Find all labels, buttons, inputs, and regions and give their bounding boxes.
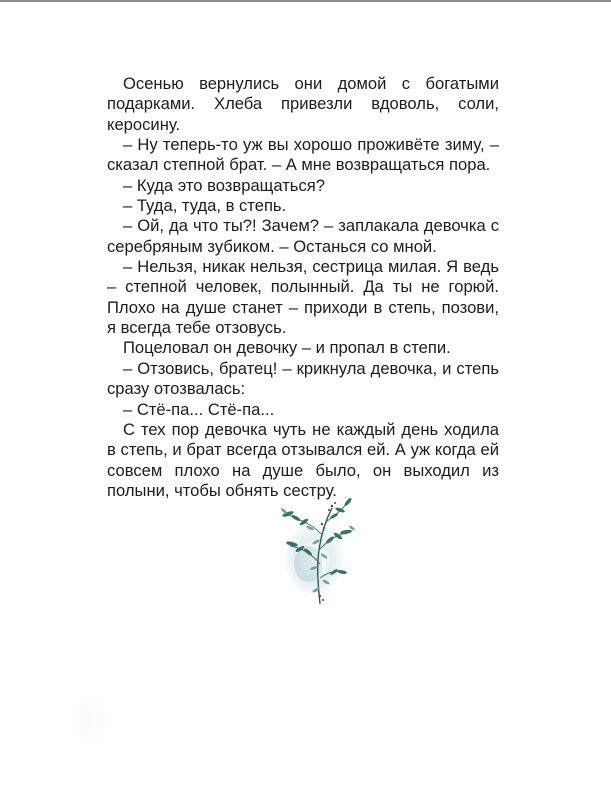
paragraph: – Стё-па... Стё-па... bbox=[123, 399, 275, 419]
story-text bbox=[107, 74, 499, 501]
paragraph: – Нельзя, никак нельзя, сестрица милая. Я ведь – степной человек, полынный. Да ты не горюй. Плохо на душе станет – приходи в степь, позови, я всегда тебе отзовусь. bbox=[107, 257, 499, 338]
paragraph: – Ой, да что ты?! Зачем? – заплакала девочка с серебряным зубиком. – Останься со мной. bbox=[107, 216, 499, 256]
paragraph: – Ну теперь-то уж вы хорошо проживёте зиму, – сказал степной брат. – А мне возвращаться пора. bbox=[107, 135, 499, 175]
page-top-border bbox=[0, 0, 611, 2]
paragraph: С тех пор девочка чуть не каждый день ходила в степь, и брат всегда отзывался ей. А уж когда ей совсем плохо на душе было, он выходил из полыни, чтобы обнять сестру. bbox=[107, 419, 499, 500]
paragraph: – Отзовись, братец! – крикнула девочка, и степь сразу отозвалась: bbox=[107, 358, 499, 399]
paragraph: Поцеловал он девочку – и пропал в степи. bbox=[123, 338, 451, 358]
faint-smudge bbox=[70, 690, 110, 750]
paragraph: – Куда это возвращаться? bbox=[123, 175, 325, 195]
paragraph: – Туда, туда, в степь. bbox=[123, 196, 287, 216]
wormwood-sprig-icon bbox=[276, 494, 360, 606]
paragraph: Осенью вернулись они домой с богатыми подарками. Хлеба привезли вдоволь, соли, керосину. bbox=[107, 74, 499, 134]
